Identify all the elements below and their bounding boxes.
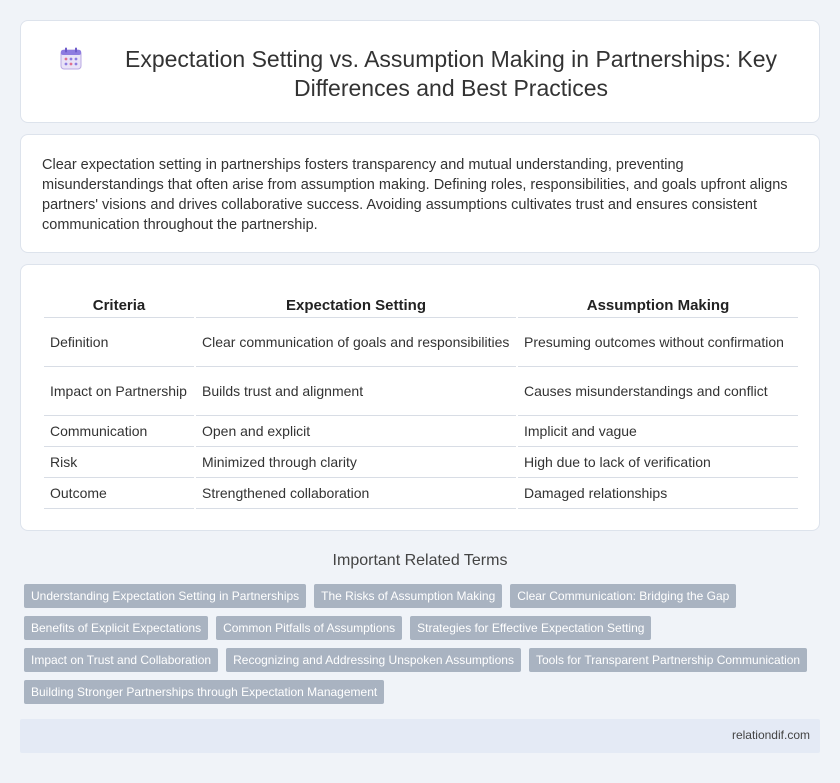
page-title: Expectation Setting vs. Assumption Making in Partnerships: Key Differences and Best Practices bbox=[125, 46, 777, 101]
intro-card bbox=[20, 134, 820, 253]
related-terms-title: Important Related Terms bbox=[332, 552, 508, 569]
related-term-tag[interactable]: Clear Communication: Bridging the Gap bbox=[510, 584, 736, 608]
footer bbox=[20, 719, 820, 753]
table-header-row bbox=[44, 295, 798, 318]
header-card bbox=[20, 20, 820, 123]
table-cell: Implicit and vague bbox=[518, 416, 798, 447]
table-cell: Open and explicit bbox=[196, 416, 516, 447]
related-term-tag[interactable]: Recognizing and Addressing Unspoken Assumptions bbox=[226, 648, 521, 672]
table-row bbox=[44, 367, 798, 416]
table-cell: Clear communication of goals and responsibilities bbox=[196, 318, 516, 367]
related-term-tag[interactable]: Understanding Expectation Setting in Partnerships bbox=[24, 584, 306, 608]
related-term-tag[interactable]: Common Pitfalls of Assumptions bbox=[216, 616, 402, 640]
table-row bbox=[44, 478, 798, 509]
table-row bbox=[44, 447, 798, 478]
table-cell: Impact on Partnership bbox=[44, 367, 194, 416]
table-cell: Risk bbox=[44, 447, 194, 478]
footer-site-link[interactable]: relationdif.com bbox=[731, 728, 810, 742]
table-cell: Presuming outcomes without confirmation bbox=[518, 318, 798, 367]
table-row bbox=[44, 318, 798, 367]
table-row bbox=[44, 416, 798, 447]
related-term-tag[interactable]: Benefits of Explicit Expectations bbox=[24, 616, 208, 640]
table-cell: Causes misunderstandings and conflict bbox=[518, 367, 798, 416]
column-header-criteria: Criteria bbox=[44, 295, 194, 318]
table-cell: Damaged relationships bbox=[518, 478, 798, 509]
table-cell: Definition bbox=[44, 318, 194, 367]
related-terms-list bbox=[24, 584, 824, 712]
comparison-table bbox=[42, 295, 800, 509]
table-cell: Minimized through clarity bbox=[196, 447, 516, 478]
related-term-tag[interactable]: Impact on Trust and Collaboration bbox=[24, 648, 218, 672]
table-cell: Strengthened collaboration bbox=[196, 478, 516, 509]
table-cell: Outcome bbox=[44, 478, 194, 509]
column-header-assumption-making: Assumption Making bbox=[518, 295, 798, 318]
intro-paragraph: Clear expectation setting in partnerships fosters transparency and mutual understanding, preventing misunderstandings that often arise from assumption making. Defining roles, responsibilities, and goals upfront aligns partners' visions and drives collaborative success. Avoiding assumptions cultivates trust and ensures consistent communication throughout the partnership. bbox=[42, 157, 788, 233]
table-cell: Communication bbox=[44, 416, 194, 447]
related-term-tag[interactable]: Building Stronger Partnerships through Expectation Management bbox=[24, 680, 384, 704]
related-term-tag[interactable]: Strategies for Effective Expectation Setting bbox=[410, 616, 651, 640]
table-cell: Builds trust and alignment bbox=[196, 367, 516, 416]
comparison-card bbox=[20, 264, 820, 531]
column-header-expectation-setting: Expectation Setting bbox=[196, 295, 516, 318]
related-term-tag[interactable]: Tools for Transparent Partnership Communication bbox=[529, 648, 807, 672]
table-cell: High due to lack of verification bbox=[518, 447, 798, 478]
related-term-tag[interactable]: The Risks of Assumption Making bbox=[314, 584, 502, 608]
